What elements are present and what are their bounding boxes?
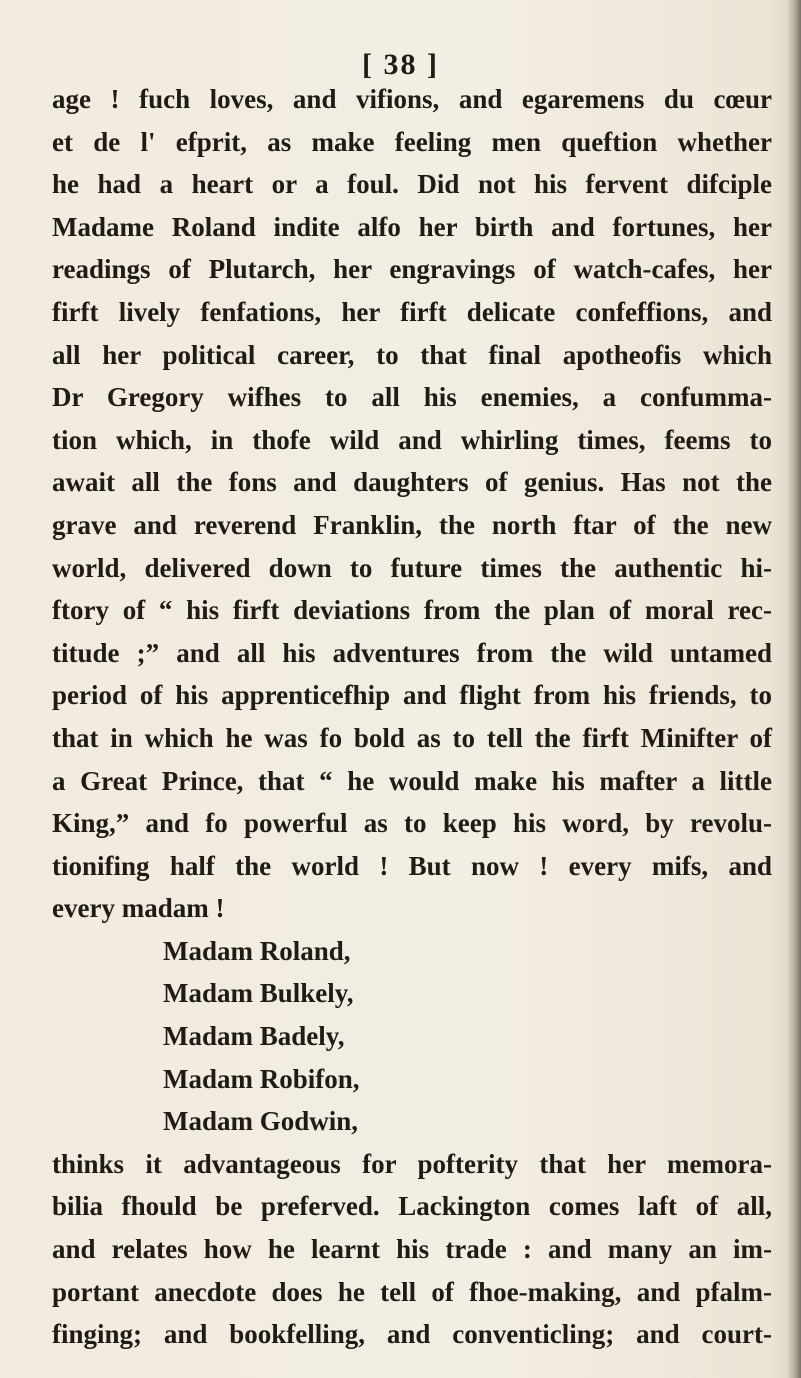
text-line: tionifing half the world ! But now ! every mifs, and <box>52 850 772 881</box>
page-number-header: [ 38 ] <box>362 48 439 81</box>
text-line: Madame Roland indite alfo her birth and fortunes, her <box>52 211 772 242</box>
text-line: period of his apprenticefhip and flight from his friends, to <box>52 680 772 711</box>
text-line: thinks it advantageous for pofterity that her memora- <box>52 1148 772 1179</box>
text-line: et de l' efprit, as make feeling men queftion whether <box>52 126 772 157</box>
page-edge-shadow <box>787 0 801 1378</box>
text-line: Dr Gregory wifhes to all his enemies, a confumma- <box>52 382 772 413</box>
text-line: all her political career, to that final apotheofis which <box>52 339 772 370</box>
text-line: firft lively fenfations, her firft delicate confeffions, and <box>52 296 772 327</box>
text-line: a Great Prince, that “ he would make his mafter a little <box>52 765 772 796</box>
text-line: await all the fons and daughters of genius. Has not the <box>52 467 772 498</box>
name-list-item: Madam Badely, <box>163 1021 345 1052</box>
text-line: world, delivered down to future times the authentic hi- <box>52 552 772 583</box>
text-line: age ! fuch loves, and vifions, and egaremens du cœur <box>52 84 772 114</box>
name-list-item: Madam Robifon, <box>163 1063 360 1094</box>
text-line: he had a heart or a foul. Did not his fervent difciple <box>52 169 772 200</box>
body-text <box>52 78 772 1356</box>
text-line: that in which he was fo bold as to tell the firft Minifter of <box>52 722 772 753</box>
text-line: titude ;” and all his adventures from the wild untamed <box>52 637 772 668</box>
text-line: readings of Plutarch, her engravings of watch-cafes, her <box>52 254 772 285</box>
text-line: finging; and bookfelling, and conventicling; and court- <box>52 1319 772 1350</box>
name-list-item: Madam Bulkely, <box>163 978 354 1009</box>
text-line: tion which, in thofe wild and whirling times, feems to <box>52 424 772 455</box>
text-line: and relates how he learnt his trade : and many an im- <box>52 1234 772 1265</box>
text-line: portant anecdote does he tell of fhoe-making, and pfalm- <box>52 1276 772 1307</box>
text-line: King,” and fo powerful as to keep his word, by revolu- <box>52 808 772 839</box>
name-list-item: Madam Roland, <box>163 935 351 966</box>
text-line: grave and reverend Franklin, the north ftar of the new <box>52 509 772 540</box>
text-line: ftory of “ his firft deviations from the plan of moral rec- <box>52 595 772 626</box>
name-list-item: Madam Godwin, <box>163 1106 359 1137</box>
text-line: every madam ! <box>52 893 225 924</box>
text-line: bilia fhould be preferved. Lackington comes laft of all, <box>52 1191 772 1222</box>
